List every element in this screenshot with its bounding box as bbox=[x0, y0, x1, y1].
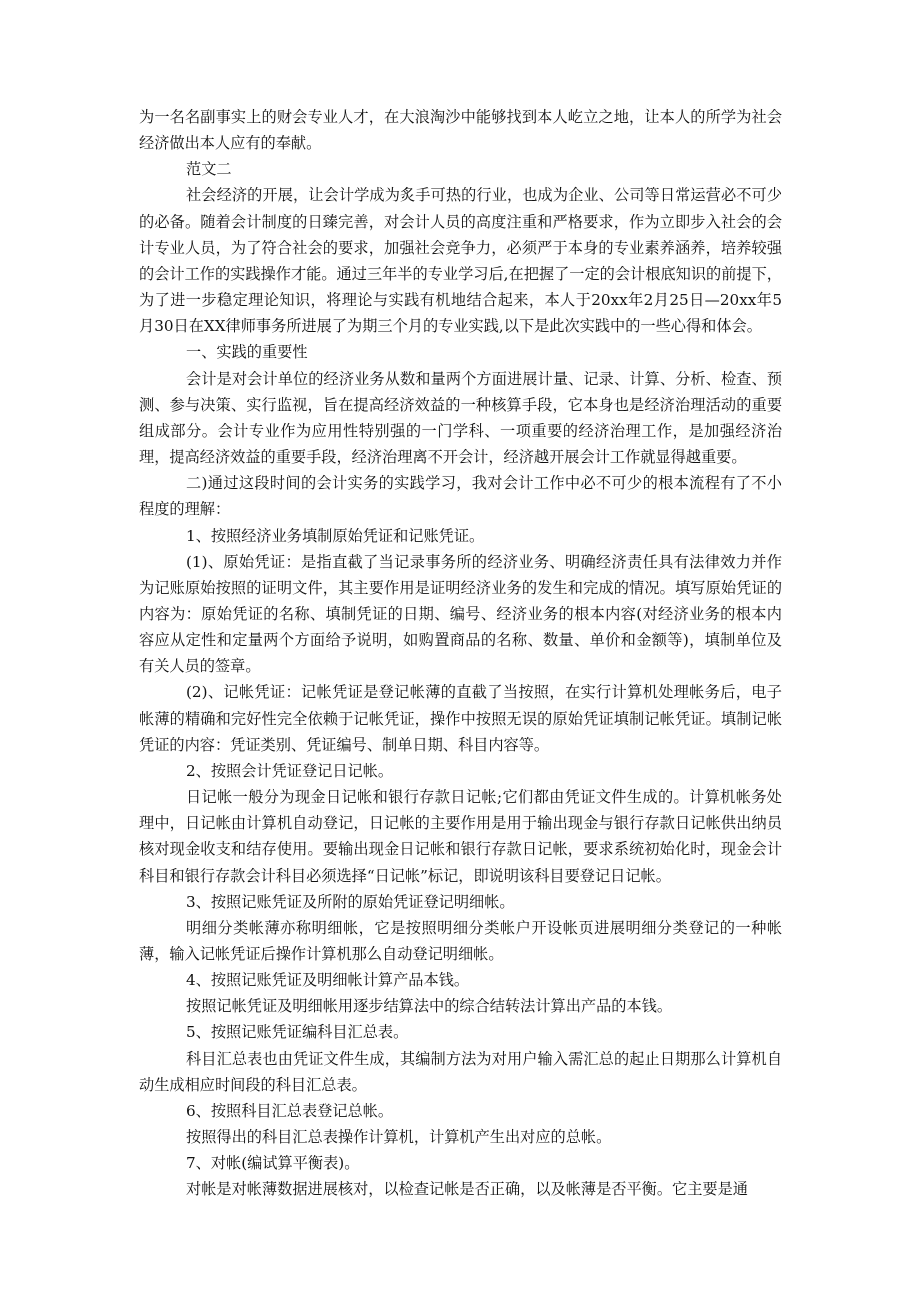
step-6-heading: 6、按照科目汇总表登记总帐。 bbox=[186, 1101, 394, 1120]
paragraph-continuation: 为一名名副事实上的财会专业人才，在大浪淘沙中能够找到本人屹立之地，让本人的所学为社会经济做出本人应有的奉献。 bbox=[139, 108, 782, 153]
step-5-heading: 5、按照记账凭证编科目汇总表。 bbox=[186, 1023, 409, 1042]
step-4-heading: 4、按照记账凭证及明细帐计算产品本钱。 bbox=[186, 971, 470, 990]
step-1-heading: 1、按照经济业务填制原始凭证和记账凭证。 bbox=[186, 526, 485, 545]
paragraph-bookkeeping-voucher: (2)、记帐凭证：记帐凭证是登记帐薄的直截了当按照，在实行计算机处理帐务后，电子帐薄的精确和完好性完全依赖于记帐凭证，操作中按照无误的原始凭证填制记帐凭证。填制记帐凭证的内容：凭证类别、凭证编号、制单日期、科目内容等。 bbox=[139, 683, 782, 754]
paragraph-journal: 日记帐一般分为现金日记帐和银行存款日记帐;它们都由凭证文件生成的。计算机帐务处理中，日记帐由计算机自动登记，日记帐的主要作用是用于输出现金与银行存款日记帐供出纳员核对现金收支和结存使用。要输出现金日记帐和银行存款日记帐，要求系统初始化时，现金会计科目和银行存款会计科目必须选择“日记帐”标记，即说明该科目要登记日记帐。 bbox=[139, 788, 782, 885]
paragraph-reconciliation: 对帐是对帐薄数据进展核对，以检查记帐是否正确，以及帐薄是否平衡。它主要是通 bbox=[186, 1180, 748, 1199]
paragraph-subsidiary-ledger: 明细分类帐薄亦称明细帐，它是按照明细分类帐户开设帐页进展明细分类登记的一种帐薄，输入记帐凭证后操作计算机那么自动登记明细帐。 bbox=[139, 918, 782, 963]
paragraph-process-understanding: 二)通过这段时间的会计实务的实践学习，我对会计工作中必不可少的根本流程有了不小程度的理解： bbox=[139, 474, 782, 519]
step-2-heading: 2、按照会计凭证登记日记帐。 bbox=[186, 761, 394, 780]
paragraph-intro: 社会经济的开展，让会计学成为炙手可热的行业，也成为企业、公司等日常运营必不可少的必备。随着会计制度的日臻完善，对会计人员的高度注重和严格要求，作为立即步入社会的会计专业人员，为了符合社会的要求，加强社会竞争力，必须严于本身的专业素养涵养，培养较强的会计工作的实践操作才能。通过三年半的专业学习后,在把握了一定的会计根底知识的前提下，为了进一步稳定理论知识，将理论与实践有机地结合起来，本人于20xx年2月25日—20xx年5月30日在XX律师事务所进展了为期三个月的专业实践,以下是此次实践中的一些心得和体会。 bbox=[139, 186, 782, 336]
section-title-sample-two: 范文二 bbox=[186, 160, 232, 179]
paragraph-general-ledger: 按照得出的科目汇总表操作计算机，计算机产生出对应的总帐。 bbox=[186, 1128, 612, 1147]
step-7-heading: 7、对帐(编试算平衡表)。 bbox=[186, 1154, 360, 1173]
step-3-heading: 3、按照记账凭证及所附的原始凭证登记明细帐。 bbox=[186, 892, 515, 911]
paragraph-account-summary: 科目汇总表也由凭证文件生成，其编制方法为对用户输入需汇总的起止日期那么计算机自动生成相应时间段的科目汇总表。 bbox=[139, 1049, 782, 1094]
heading-practice-importance: 一、实践的重要性 bbox=[186, 343, 308, 362]
paragraph-original-voucher: (1)、原始凭证：是指直截了当记录事务所的经济业务、明确经济责任具有法律效力并作为记账原始按照的证明文件，其主要作用是证明经济业务的发生和完成的情况。填写原始凭证的内容为：原始凭证的名称、填制凭证的日期、编号、经济业务的根本内容(对经济业务的根本内容应从定性和定量两个方面给予说明，如购置商品的名称、数量、单价和金额等)，填制单位及有关人员的签章。 bbox=[139, 552, 782, 676]
paragraph-product-cost: 按照记帐凭证及明细帐用逐步结算法中的综合结转法计算出产品的本钱。 bbox=[186, 997, 672, 1016]
paragraph-accounting-definition: 会计是对会计单位的经济业务从数和量两个方面进展计量、记录、计算、分析、检查、预测、参与决策、实行监视，旨在提高经济效益的一种核算手段，它本身也是经济治理活动的重要组成部分。会计专业作为应用性特别强的一门学科、一项重要的经济治理工作，是加强经济治理，提高经济效益的重要手段，经济治理离不开会计，经济越开展会计工作就显得越重要。 bbox=[139, 369, 782, 467]
